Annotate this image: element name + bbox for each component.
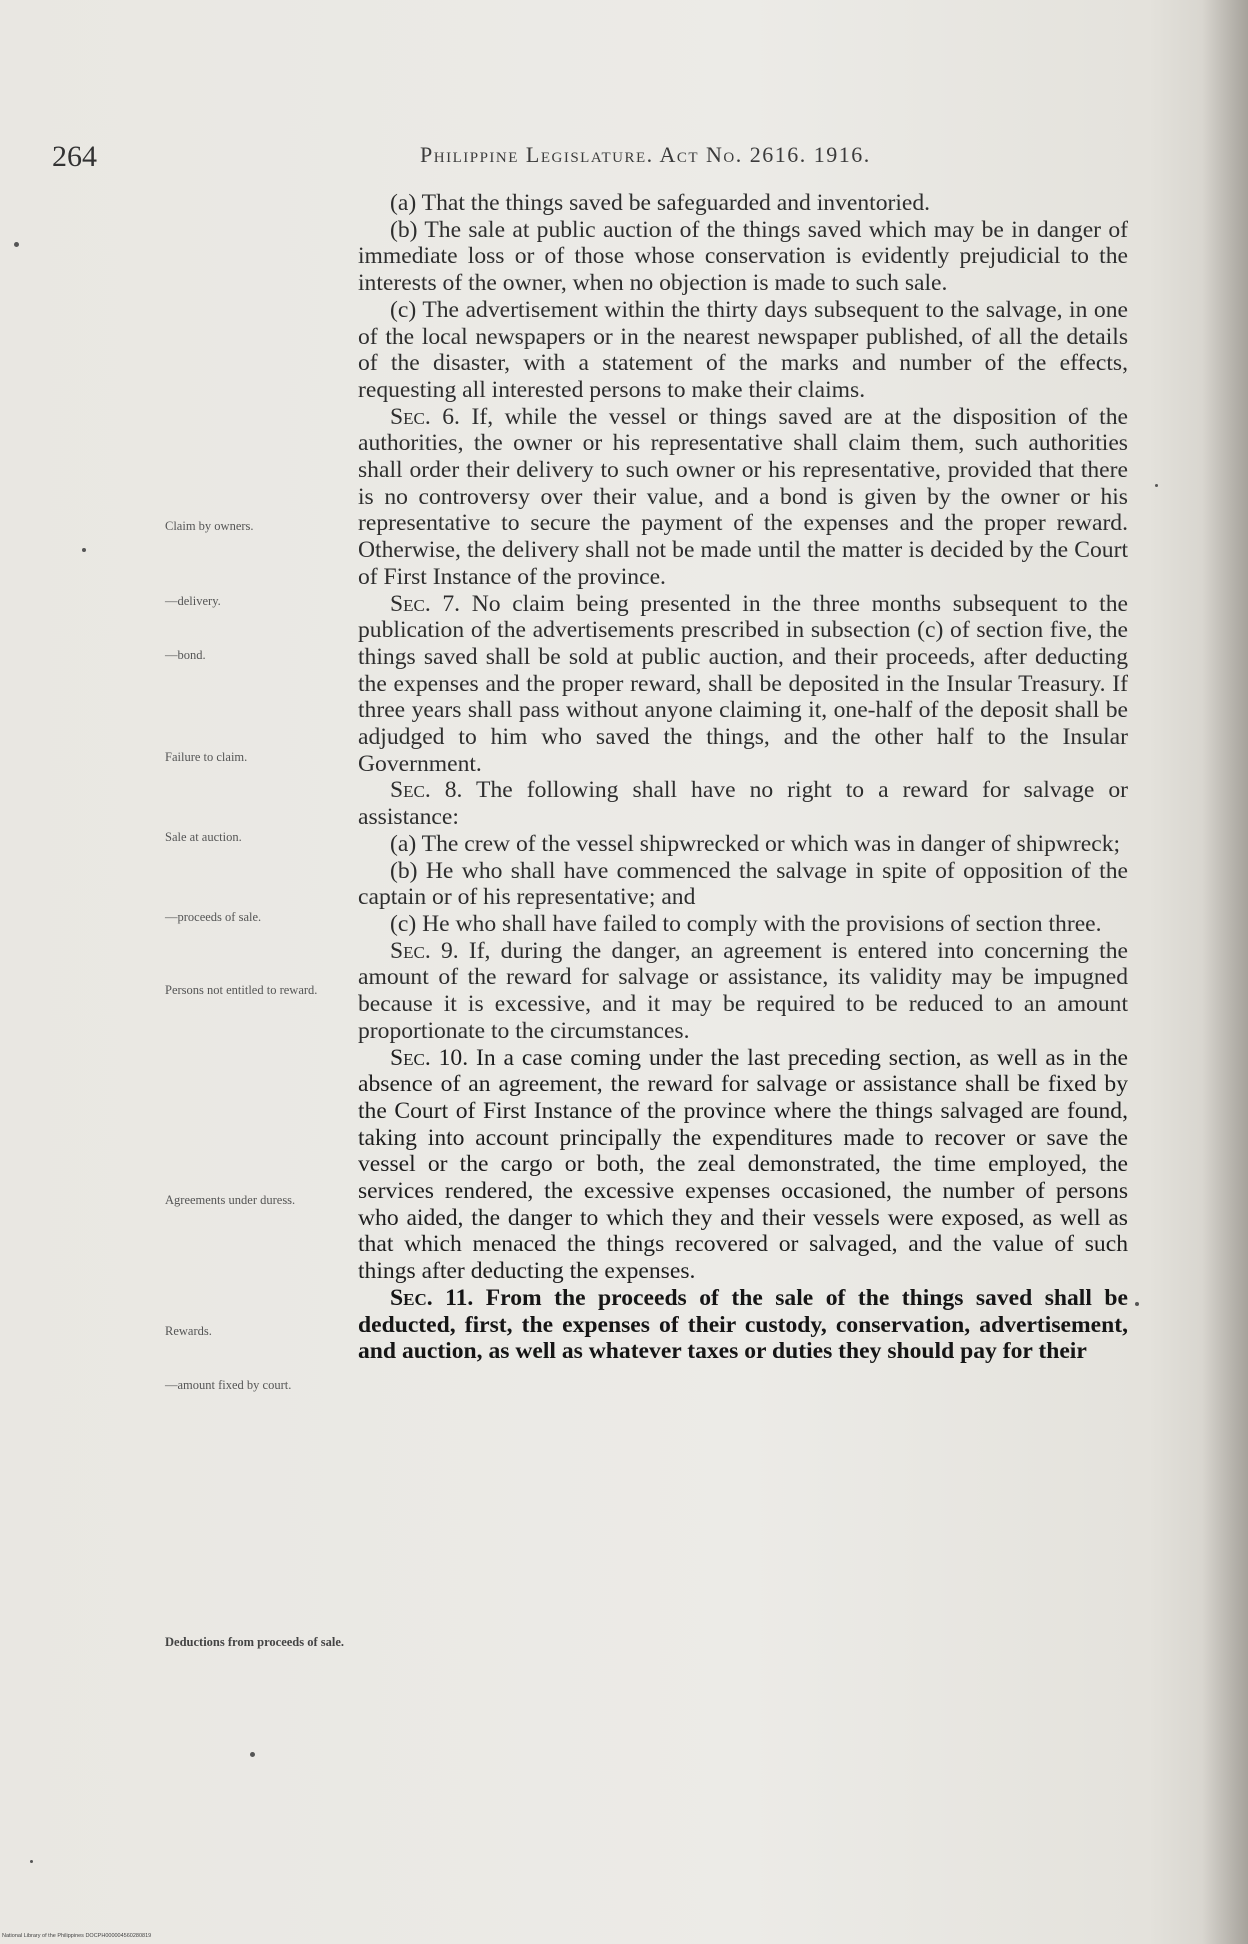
paragraph: (b) He who shall have commenced the salvage in spite of opposition of the captain or of his representative; and (358, 857, 1128, 911)
margin-note-claim-by-owners: Claim by owners. (165, 519, 254, 533)
margin-note-sale-at-auction: Sale at auction. (165, 830, 242, 844)
section-10: Sec. 10. In a case coming under the last preceding section, as well as in the absence of an agreement, the reward for salvage or assistance shall be fixed by the Court of First Instance of the province where the things salvaged are found, taking into account principally the expenditures made to recover or save the vessel or the cargo or both, the zeal demonstrated, the time employed, the services rendered, the excessive expenses occasioned, the number of persons who aided, the danger to which they and their vessels were exposed, as well as that which menaced the things recovered or salvaged, and the value of such things after deducting the expenses. (358, 1044, 1128, 1285)
section-label: Sec. 10. (390, 1044, 469, 1071)
section-7: Sec. 7. No claim being presented in the three months subsequent to the publication of the advertisements prescribed in subsection (c) of section five, the things saved shall be sold at public auction, and their proceeds, after deducting the expenses and the proper reward, shall be deposited in the Insular Treasury. If three years shall pass without anyone claiming it, one-half of the deposit shall be adjudged to him who saved the things, and the other half to the Insular Government. (358, 590, 1128, 777)
section-label: Sec. 11. (390, 1284, 474, 1311)
margin-note-deductions: Deductions from proceeds of sale. (165, 1635, 345, 1649)
section-label: Sec. 9. (390, 937, 459, 964)
section-label: Sec. 8. (390, 777, 463, 804)
margin-note-delivery: —delivery. (165, 594, 221, 608)
scan-speck (1135, 1302, 1139, 1306)
margin-note-amount-fixed-by-court: —amount fixed by court. (165, 1378, 292, 1392)
section-9: Sec. 9. If, during the danger, an agreement is entered into concerning the amount of the reward for salvage or assistance, its validity may be impugned because it is excessive, and it may be required to be reduced to an amount proportionate to the circumstances. (358, 937, 1128, 1044)
scan-speck (14, 242, 19, 247)
section-label: Sec. 6. (390, 403, 460, 430)
page-number: 264 (52, 140, 97, 173)
margin-note-bond: —bond. (165, 648, 206, 662)
margin-note-failure-to-claim: Failure to claim. (165, 750, 248, 764)
paragraph: (c) He who shall have failed to comply with the provisions of section three. (390, 910, 1102, 937)
section-6: Sec. 6. If, while the vessel or things saved are at the disposition of the authorities, the owner or his representative shall claim them, such authorities shall order their delivery to such owner or his representative, provided that there is no controversy over their value, and a bond is given by the owner or his representative to secure the payment of the expenses and the proper reward. Otherwise, the delivery shall not be made until the matter is decided by the Court of First Instance of the province. (358, 403, 1128, 590)
section-8: Sec. 8. The following shall have no right to a reward for salvage or assistance: (358, 777, 1128, 831)
scan-credit: National Library of the Philippines DOCPH000004560280819 (2, 1933, 152, 1939)
paragraph: (a) The crew of the vessel shipwrecked or which was in danger of shipwreck; (390, 830, 1121, 857)
margin-note-agreements-under-duress: Agreements under duress. (165, 1193, 296, 1207)
scan-speck (1155, 484, 1158, 487)
paragraph: (c) The advertisement within the thirty days subsequent to the salvage, in one of the local newspapers or in the nearest newspaper published, of all the details of the disaster, with a statement of the marks and number of the effects, requesting all interested persons to make their claims. (358, 296, 1128, 403)
section-11: Sec. 11. From the proceeds of the sale of the things saved shall be deducted, first, the expenses of their custody, conservation, advertisement, and auction, as well as whatever taxes or duties they should pay for their (358, 1284, 1128, 1365)
scan-speck (82, 548, 86, 552)
body-text (358, 190, 1128, 1365)
section-label: Sec. 7. (390, 590, 461, 617)
margin-note-rewards: Rewards. (165, 1324, 212, 1338)
running-head: Philippine Legislature. Act No. 2616. 1916. (420, 142, 871, 167)
margin-note-persons-not-entitled: Persons not entitled to reward. (165, 983, 318, 997)
scan-speck (250, 1752, 255, 1757)
margin-note-proceeds-of-sale: —proceeds of sale. (165, 910, 262, 924)
page-edge-shadow (1202, 0, 1248, 1944)
paragraph: (a) That the things saved be safeguarded and inventoried. (390, 190, 931, 216)
scan-speck (30, 1860, 33, 1863)
paragraph: (b) The sale at public auction of the things saved which may be in danger of immediate loss or of those whose conservation is evidently prejudicial to the interests of the owner, when no objection is made to such sale. (358, 216, 1128, 297)
